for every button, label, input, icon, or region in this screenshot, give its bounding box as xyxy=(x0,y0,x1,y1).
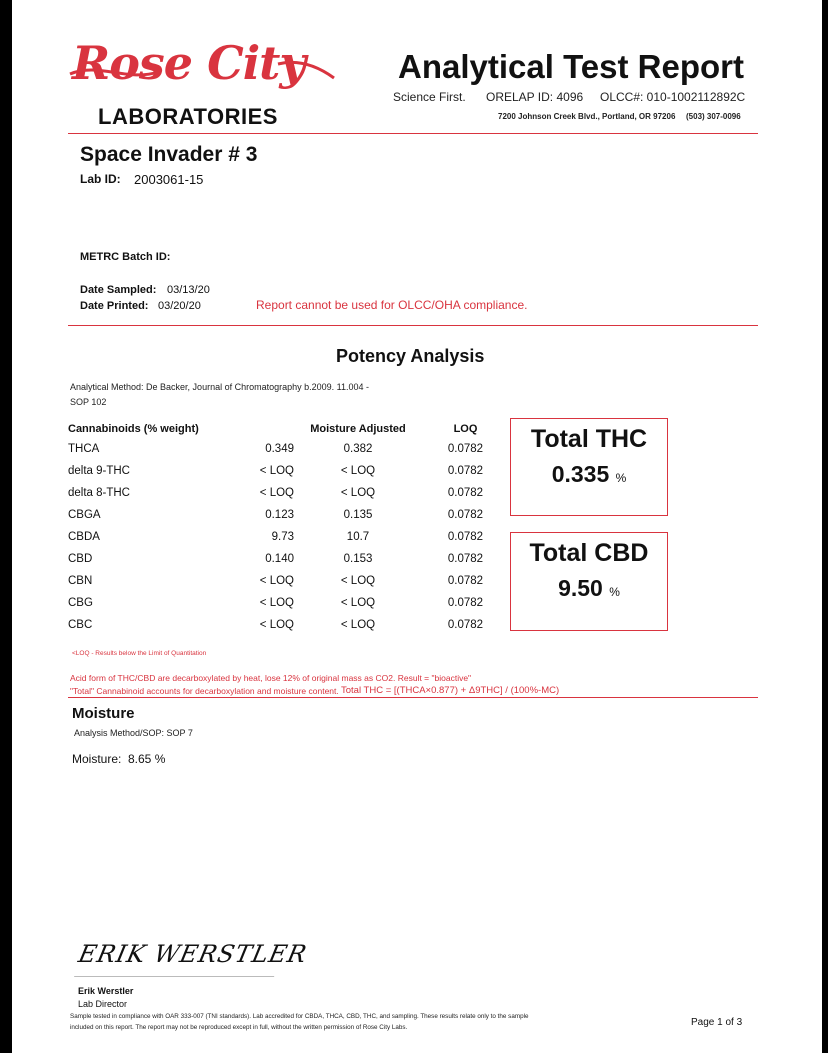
table-row xyxy=(68,592,513,614)
adjusted-value: 0.382 xyxy=(343,443,373,455)
potency-title: Potency Analysis xyxy=(336,346,485,366)
date-printed-label: Date Printed: xyxy=(80,300,149,312)
adjusted-value: < LOQ xyxy=(340,575,376,587)
potency-method-line1: Analytical Method: De Backer, Journal of Chromatography b.2009. 11.004 - xyxy=(70,382,370,392)
lab-address: 7200 Johnson Creek Blvd., Portland, OR 97206 xyxy=(498,112,676,121)
table-row xyxy=(68,548,513,570)
date-sampled-label: Date Sampled: xyxy=(80,284,157,296)
moisture-title: Moisture xyxy=(72,705,135,722)
adjusted-value: < LOQ xyxy=(340,597,376,609)
total-cbd-value: 9.50 xyxy=(558,575,603,601)
logo-script: Rose City xyxy=(72,36,306,90)
logo-laboratories: LABORATORIES xyxy=(98,104,278,129)
signer-role: Lab Director xyxy=(78,999,128,1009)
adjusted-value: < LOQ xyxy=(340,487,376,499)
loq-value: 0.0782 xyxy=(447,443,484,455)
date-sampled-value: 03/13/20 xyxy=(167,284,210,296)
adjusted-value: 0.135 xyxy=(343,509,373,521)
total-thc-value: 0.335 xyxy=(551,461,610,487)
col-moisture-adjusted: Moisture Adjusted xyxy=(310,423,406,435)
cannabinoid-name: THCA xyxy=(68,443,100,455)
olcc-number: OLCC#: 010-1002112892C xyxy=(600,90,746,104)
orelap-id: ORELAP ID: 4096 xyxy=(486,90,584,104)
total-cbd-unit: % xyxy=(609,585,620,599)
total-cbd-result xyxy=(511,575,667,602)
lab-id-label: Lab ID: xyxy=(80,172,121,186)
adjusted-value: 0.153 xyxy=(343,553,373,565)
loq-value: 0.0782 xyxy=(447,597,484,609)
weight-value: < LOQ xyxy=(259,597,294,609)
slogan: Science First. xyxy=(393,90,466,104)
signer-name: Erik Werstler xyxy=(78,986,134,996)
loq-value: 0.0782 xyxy=(447,575,484,587)
loq-value: 0.0782 xyxy=(447,531,484,543)
logo-swoosh-icon xyxy=(68,52,338,92)
weight-value: 0.140 xyxy=(265,553,294,565)
weight-value: < LOQ xyxy=(259,619,294,631)
adjusted-value: < LOQ xyxy=(340,619,376,631)
table-row xyxy=(68,614,513,636)
total-thc-label: Total THC xyxy=(530,425,648,453)
table-row xyxy=(68,460,513,482)
weight-value: < LOQ xyxy=(259,487,294,499)
table-row xyxy=(68,504,513,526)
compliance-note: Report cannot be used for OLCC/OHA compliance. xyxy=(256,298,528,312)
loq-value: 0.0782 xyxy=(447,553,484,565)
cannabinoid-name: CBD xyxy=(68,553,93,565)
total-note: "Total" Cannabinoid accounts for decarboxylation and moisture content. xyxy=(70,686,339,696)
table-row xyxy=(68,438,513,460)
loq-value: 0.0782 xyxy=(447,619,484,631)
weight-value: 9.73 xyxy=(271,531,294,543)
sample-rule xyxy=(68,325,758,326)
date-printed-value: 03/20/20 xyxy=(158,300,201,312)
weight-value: < LOQ xyxy=(259,575,294,587)
col-cannabinoids: Cannabinoids (% weight) xyxy=(68,423,199,435)
loq-note: <LOQ - Results below the Limit of Quantitation xyxy=(72,650,207,657)
total-cbd-label: Total CBD xyxy=(529,539,649,567)
page-number: Page 1 of 3 xyxy=(691,1017,743,1028)
potency-method-line2: SOP 102 xyxy=(70,397,107,407)
cannabinoid-name: CBDA xyxy=(68,531,100,543)
footer-line2: included on this report. The report may not be reproduced except in full, without the written permission of Rose City Labs. xyxy=(70,1024,408,1031)
potency-rule xyxy=(68,697,758,698)
adjusted-value: 10.7 xyxy=(346,531,370,543)
product-name: Space Invader # 3 xyxy=(80,143,258,166)
footer-line1: Sample tested in compliance with OAR 333-007 (TNI standards). Lab accredited for CBDA, THCA, CBD, THC, and sampling. These results relate only to the sample xyxy=(70,1013,529,1020)
report-page xyxy=(12,0,822,1053)
total-thc-result xyxy=(511,461,667,488)
moisture-value: 8.65 % xyxy=(128,752,166,766)
moisture-label: Moisture: xyxy=(72,752,122,766)
loq-value: 0.0782 xyxy=(447,465,484,477)
thc-formula: Total THC = [(THCA×0.877) + Δ9THC] / (100%-MC) xyxy=(341,685,560,696)
cannabinoid-name: CBN xyxy=(68,575,93,587)
signature: ERIK WERSTLER xyxy=(74,940,282,977)
potency-table-header xyxy=(68,420,513,438)
cannabinoid-name: delta 8-THC xyxy=(68,487,130,499)
total-thc-unit: % xyxy=(615,471,627,485)
cannabinoid-name: CBC xyxy=(68,619,93,631)
header-rule xyxy=(68,133,758,134)
total-thc-box xyxy=(510,418,668,516)
metrc-label: METRC Batch ID: xyxy=(80,251,171,263)
weight-value: < LOQ xyxy=(259,465,294,477)
weight-value: 0.123 xyxy=(265,509,294,521)
total-cbd-box xyxy=(510,532,668,631)
table-row xyxy=(68,482,513,504)
cannabinoid-name: CBG xyxy=(68,597,93,609)
table-row xyxy=(68,570,513,592)
lab-id-value: 2003061-15 xyxy=(134,172,204,187)
potency-table xyxy=(68,420,513,636)
moisture-method: Analysis Method/SOP: SOP 7 xyxy=(74,728,193,738)
acid-note: Acid form of THC/CBD are decarboxylated by heat, lose 12% of original mass as CO2. Result = "bioactive" xyxy=(70,673,472,683)
cannabinoid-name: delta 9-THC xyxy=(68,465,130,477)
cannabinoid-name: CBGA xyxy=(68,509,101,521)
report-title: Analytical Test Report xyxy=(398,48,744,85)
loq-value: 0.0782 xyxy=(447,487,484,499)
col-loq: LOQ xyxy=(453,423,478,435)
lab-phone: (503) 307-0096 xyxy=(686,112,741,121)
table-row xyxy=(68,526,513,548)
loq-value: 0.0782 xyxy=(447,509,484,521)
adjusted-value: < LOQ xyxy=(340,465,376,477)
weight-value: 0.349 xyxy=(265,443,294,455)
